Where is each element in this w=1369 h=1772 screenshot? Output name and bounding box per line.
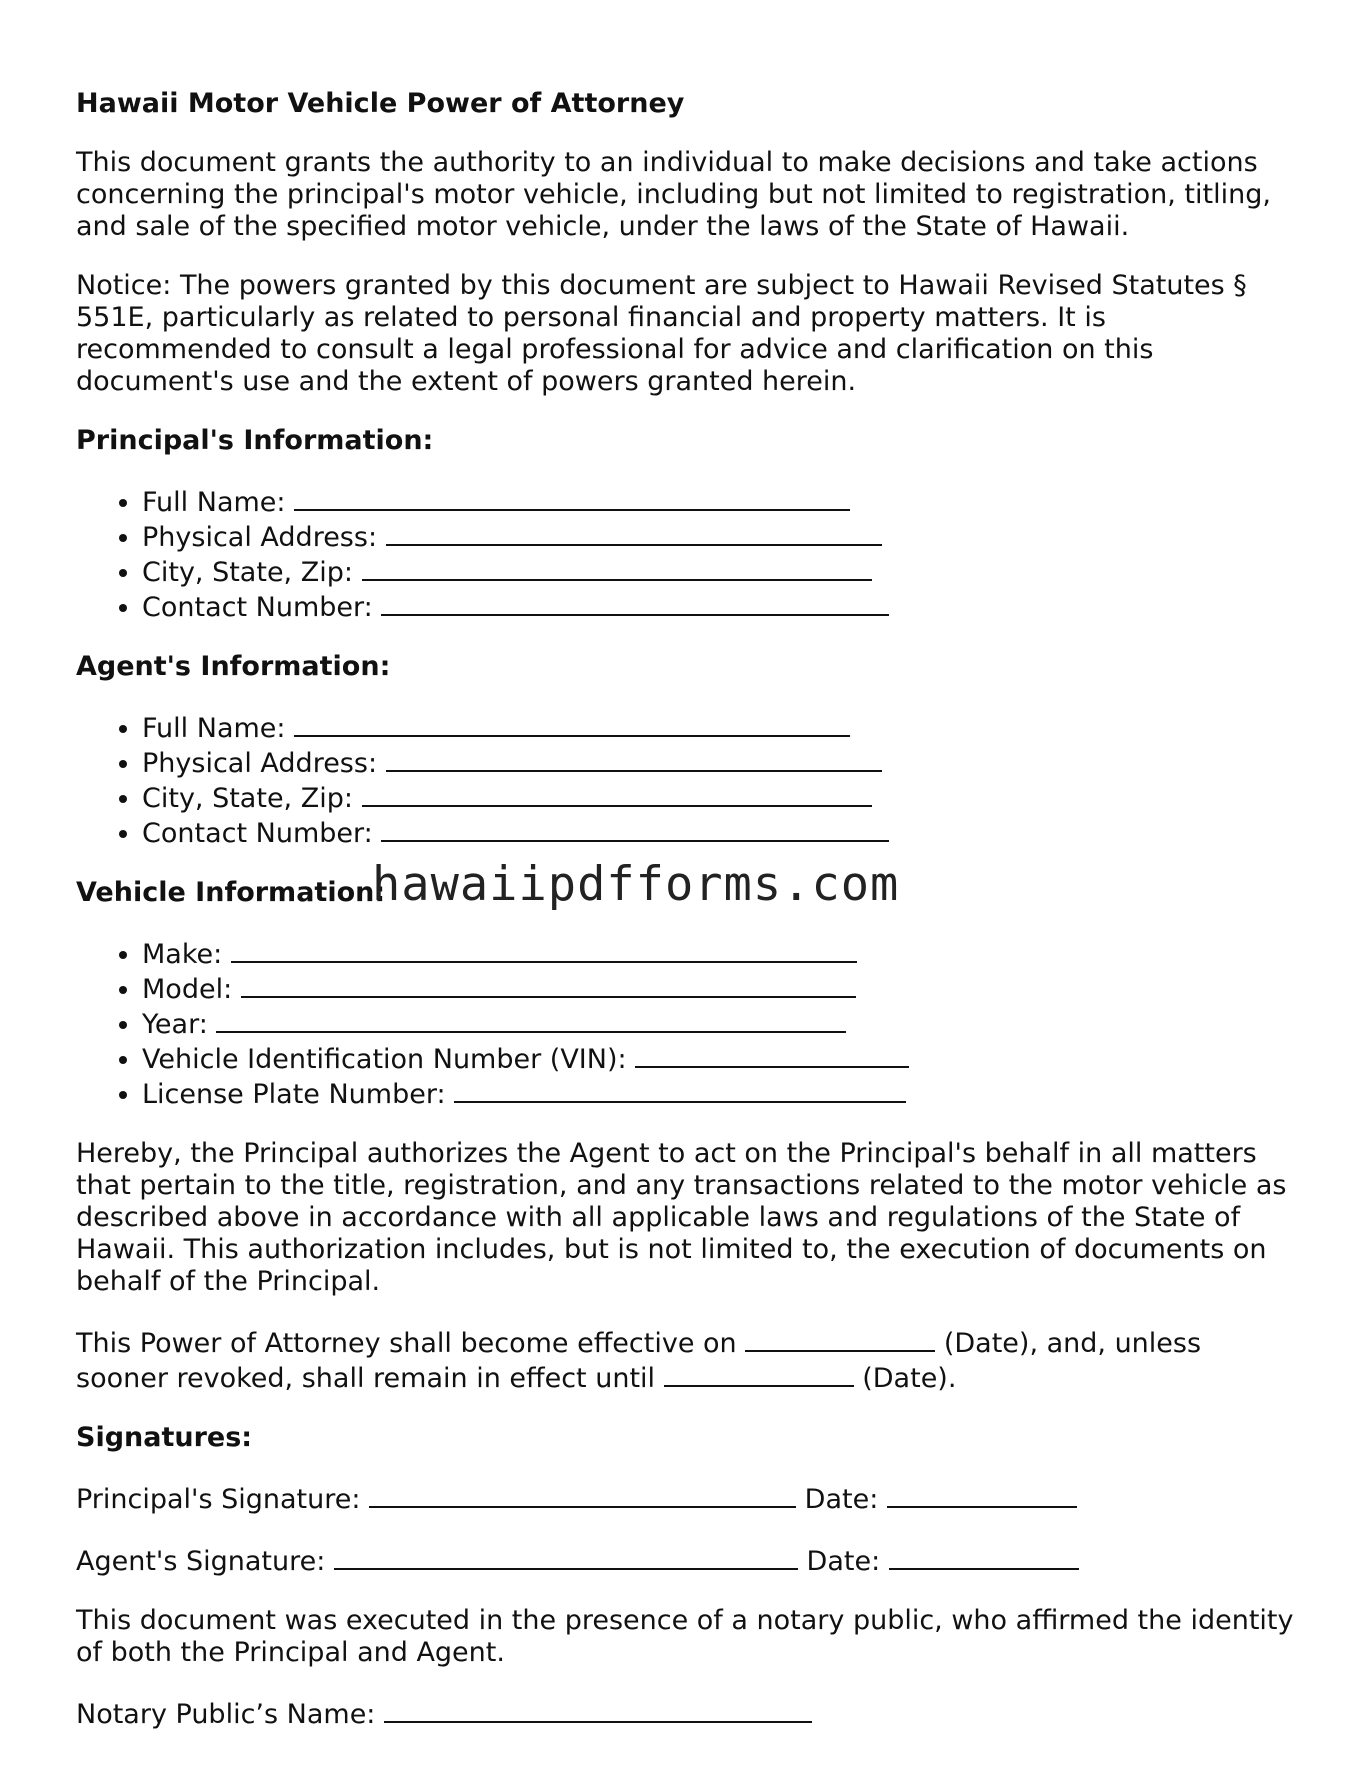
vehicle-make-field[interactable] bbox=[231, 936, 857, 963]
effective-dates-paragraph bbox=[76, 1325, 1296, 1395]
agent-city-label: City, State, Zip: bbox=[142, 783, 353, 814]
principal-info-list bbox=[76, 484, 1296, 624]
agent-date-label: Date: bbox=[806, 1546, 881, 1577]
principal-contact-label: Contact Number: bbox=[142, 592, 373, 623]
agent-address-field[interactable] bbox=[386, 745, 882, 772]
principal-heading: Principal's Information: bbox=[76, 425, 434, 456]
intro-paragraph: This document grants the authority to an individual to make decisions and take actions concerning the principal's motor vehicle, including but not limited to registration, titling, and sale of the specified motor vehicle, under the laws of the State of Hawaii. bbox=[76, 147, 1271, 242]
notary-name-field[interactable] bbox=[384, 1696, 812, 1723]
effective-text-end: (Date). bbox=[862, 1363, 957, 1394]
list-item bbox=[142, 1006, 1296, 1041]
notary-name-line bbox=[76, 1696, 1296, 1731]
authorization-paragraph: Hereby, the Principal authorizes the Agent to act on the Principal's behalf in all matters that pertain to the title, registration, and any transactions related to the motor vehicle as described above in accordance with all applicable laws and regulations of the State of Hawaii. This authorization includes, but is not limited to, the execution of documents on behalf of the Principal. bbox=[76, 1138, 1287, 1297]
list-item bbox=[142, 745, 1296, 780]
list-item bbox=[142, 519, 1296, 554]
vehicle-year-label: Year: bbox=[142, 1009, 208, 1040]
principal-signature-label: Principal's Signature: bbox=[76, 1484, 361, 1515]
agent-contact-field[interactable] bbox=[381, 815, 889, 842]
document-title: Hawaii Motor Vehicle Power of Attorney bbox=[76, 88, 685, 119]
vehicle-vin-field[interactable] bbox=[635, 1041, 909, 1068]
agent-contact-label: Contact Number: bbox=[142, 818, 373, 849]
list-item bbox=[142, 1041, 1296, 1076]
vehicle-vin-label: Vehicle Identification Number (VIN): bbox=[142, 1044, 627, 1075]
vehicle-make-label: Make: bbox=[142, 939, 223, 970]
list-item bbox=[142, 936, 1296, 971]
principal-date-field[interactable] bbox=[887, 1481, 1077, 1508]
vehicle-heading: Vehicle Information: bbox=[76, 877, 386, 908]
agent-address-label: Physical Address: bbox=[142, 748, 378, 779]
principal-city-label: City, State, Zip: bbox=[142, 557, 353, 588]
list-item bbox=[142, 971, 1296, 1006]
list-item bbox=[142, 1076, 1296, 1111]
agent-info-list bbox=[76, 710, 1296, 850]
principal-address-label: Physical Address: bbox=[142, 522, 378, 553]
list-item bbox=[142, 484, 1296, 519]
list-item bbox=[142, 780, 1296, 815]
notice-paragraph: Notice: The powers granted by this document are subject to Hawaii Revised Statutes § 551E, particularly as related to personal financial and property matters. It is recommended to consult a legal professional for advice and clarification on this document's use and the extent of powers granted herein. bbox=[76, 270, 1247, 397]
list-item bbox=[142, 710, 1296, 745]
vehicle-model-field[interactable] bbox=[241, 971, 856, 998]
principal-signature-line bbox=[76, 1481, 1296, 1516]
notary-name-label: Notary Public’s Name: bbox=[76, 1699, 376, 1730]
effective-text-middle: (Date), and, unless sooner revoked, shall remain in effect until bbox=[76, 1328, 1202, 1394]
vehicle-plate-field[interactable] bbox=[454, 1076, 906, 1103]
agent-city-field[interactable] bbox=[362, 780, 872, 807]
agent-full-name-field[interactable] bbox=[294, 710, 850, 737]
vehicle-model-label: Model: bbox=[142, 974, 233, 1005]
vehicle-year-field[interactable] bbox=[216, 1006, 846, 1033]
expiration-date-field[interactable] bbox=[664, 1360, 854, 1387]
principal-full-name-field[interactable] bbox=[294, 484, 850, 511]
effective-text-start: This Power of Attorney shall become effective on bbox=[76, 1328, 737, 1359]
agent-signature-line bbox=[76, 1543, 1296, 1578]
principal-contact-field[interactable] bbox=[381, 589, 889, 616]
agent-full-name-label: Full Name: bbox=[142, 713, 286, 744]
principal-full-name-label: Full Name: bbox=[142, 487, 286, 518]
vehicle-plate-label: License Plate Number: bbox=[142, 1079, 446, 1110]
principal-city-field[interactable] bbox=[362, 554, 872, 581]
list-item bbox=[142, 815, 1296, 850]
effective-date-field[interactable] bbox=[745, 1325, 935, 1352]
list-item bbox=[142, 554, 1296, 589]
notary-statement: This document was executed in the presence of a notary public, who affirmed the identity of both the Principal and Agent. bbox=[76, 1605, 1294, 1668]
watermark: hawaiipdfforms.com bbox=[372, 857, 900, 912]
agent-signature-label: Agent's Signature: bbox=[76, 1546, 326, 1577]
signatures-heading: Signatures: bbox=[76, 1422, 253, 1453]
principal-address-field[interactable] bbox=[386, 519, 882, 546]
list-item bbox=[142, 589, 1296, 624]
vehicle-info-list bbox=[76, 936, 1296, 1111]
agent-signature-field[interactable] bbox=[334, 1543, 798, 1570]
principal-signature-field[interactable] bbox=[369, 1481, 796, 1508]
principal-date-label: Date: bbox=[804, 1484, 879, 1515]
agent-date-field[interactable] bbox=[889, 1543, 1079, 1570]
agent-heading: Agent's Information: bbox=[76, 651, 391, 682]
